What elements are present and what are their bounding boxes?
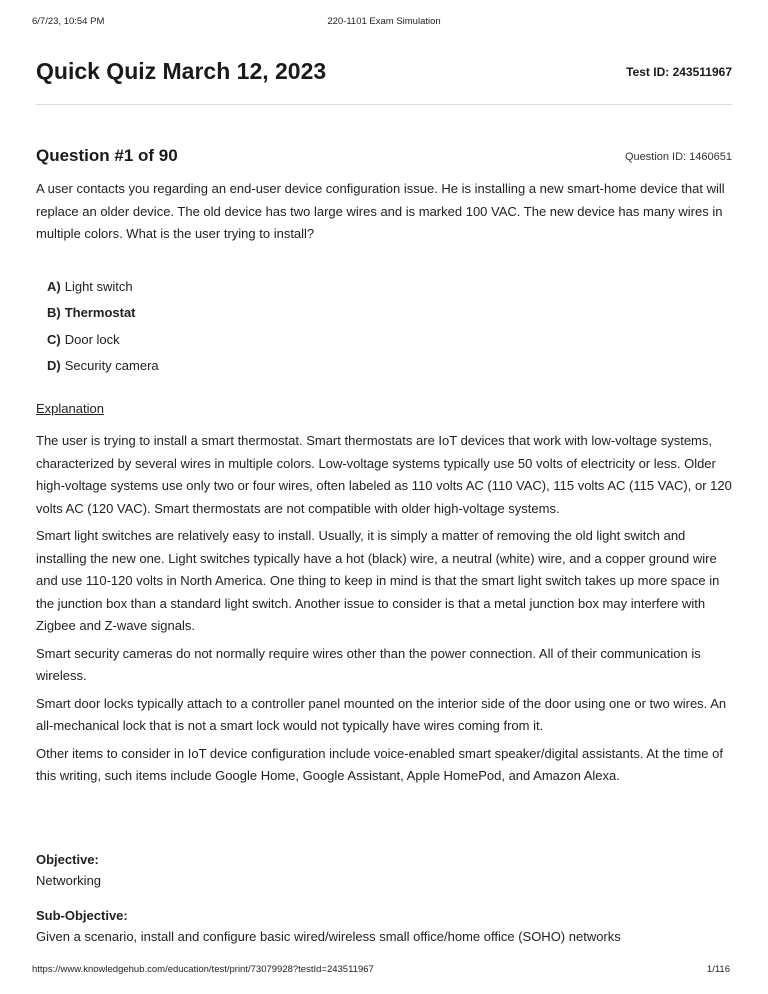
print-url: https://www.knowledgehub.com/education/test/print/73079928?testId=243511967 xyxy=(32,964,374,975)
test-id: Test ID: 243511967 xyxy=(626,65,732,79)
explanation-paragraph: Smart light switches are relatively easy to install. Usually, it is simply a matter of removing the old light switch and installing the new one. Light switches typically have a hot (black) wire, a neutral (white) wire, and a copper ground wire and use 110-120 volts in North America. One thing to keep in mind is that the smart light switch takes up more space in the junction box than a standard light switch. Another issue to consider is that a metal junction box may interfere with Zigbee and Z-wave signals. xyxy=(36,528,720,633)
print-datetime: 6/7/23, 10:54 PM xyxy=(32,16,105,27)
answer-text: Security camera xyxy=(64,357,159,373)
print-header xyxy=(32,16,736,30)
explanation-body xyxy=(36,430,732,793)
answer-letter: A) xyxy=(47,279,61,294)
answer-option xyxy=(47,353,732,379)
answer-option xyxy=(47,327,732,353)
question-id: Question ID: 1460651 xyxy=(624,151,732,163)
objective-section xyxy=(36,849,732,947)
explanation-paragraph: The user is trying to install a smart thermostat. Smart thermostats are IoT devices that work with low-voltage systems, characterized by several wires in multiple colors. Low-voltage systems typically use 50 volts of electricity or less. Older high-voltage systems use only two or four wires, often labeled as 110 volts AC (110 VAC), 115 volts AC (115 VAC), or 120 volts AC (120 VAC). Smart thermostats are not compatible with older high-voltage systems. xyxy=(36,433,732,516)
answer-text: Thermostat xyxy=(64,305,136,321)
question-header xyxy=(36,146,732,168)
answer-list xyxy=(36,274,732,379)
quiz-header xyxy=(36,58,732,88)
sub-objective-label: Sub-Objective: xyxy=(36,908,128,923)
page-title: Quick Quiz March 12, 2023 xyxy=(36,58,327,84)
explanation-paragraph: Other items to consider in IoT device configuration include voice-enabled smart speaker/digital assistants. At the time of this writing, such items include Google Home, Google Assistant, Apple HomePod, and Amazon Alexa. xyxy=(36,745,723,783)
objective-label: Objective: xyxy=(36,852,99,867)
answer-letter: C) xyxy=(47,331,61,347)
answer-option xyxy=(47,274,732,300)
question-text: A user contacts you regarding an end-user device configuration issue. He is installing a new smart-home device that will replace an older device. The old device has two large wires and is marked 100 VAC. The new device has many wires in multiple colors. What is the user trying to install? xyxy=(36,181,725,241)
question-content xyxy=(36,178,732,783)
question-number: Question #1 of 90 xyxy=(36,146,178,165)
print-title: 220-1101 Exam Simulation xyxy=(327,16,441,27)
answer-text: Light switch xyxy=(64,279,133,294)
explanation-link[interactable]: Explanation xyxy=(36,401,104,416)
explanation-paragraph: Smart door locks typically attach to a controller panel mounted on the interior side of the door using one or two wires. An all-mechanical lock that is not a smart lock would not typically have wires coming from it. xyxy=(36,695,727,733)
sub-objective-value: Given a scenario, install and configure basic wired/wireless small office/home office (SOHO) networks xyxy=(36,929,621,944)
objective-value: Networking xyxy=(36,873,102,888)
answer-option-correct xyxy=(47,300,732,326)
answer-letter: B) xyxy=(47,305,61,321)
page-number: 1/116 xyxy=(706,964,730,975)
answer-text: Door lock xyxy=(64,331,120,347)
divider xyxy=(36,104,732,105)
explanation-paragraph: Smart security cameras do not normally require wires other than the power connection. All of their communication is wireless. xyxy=(36,645,701,683)
answer-letter: D) xyxy=(47,357,61,373)
